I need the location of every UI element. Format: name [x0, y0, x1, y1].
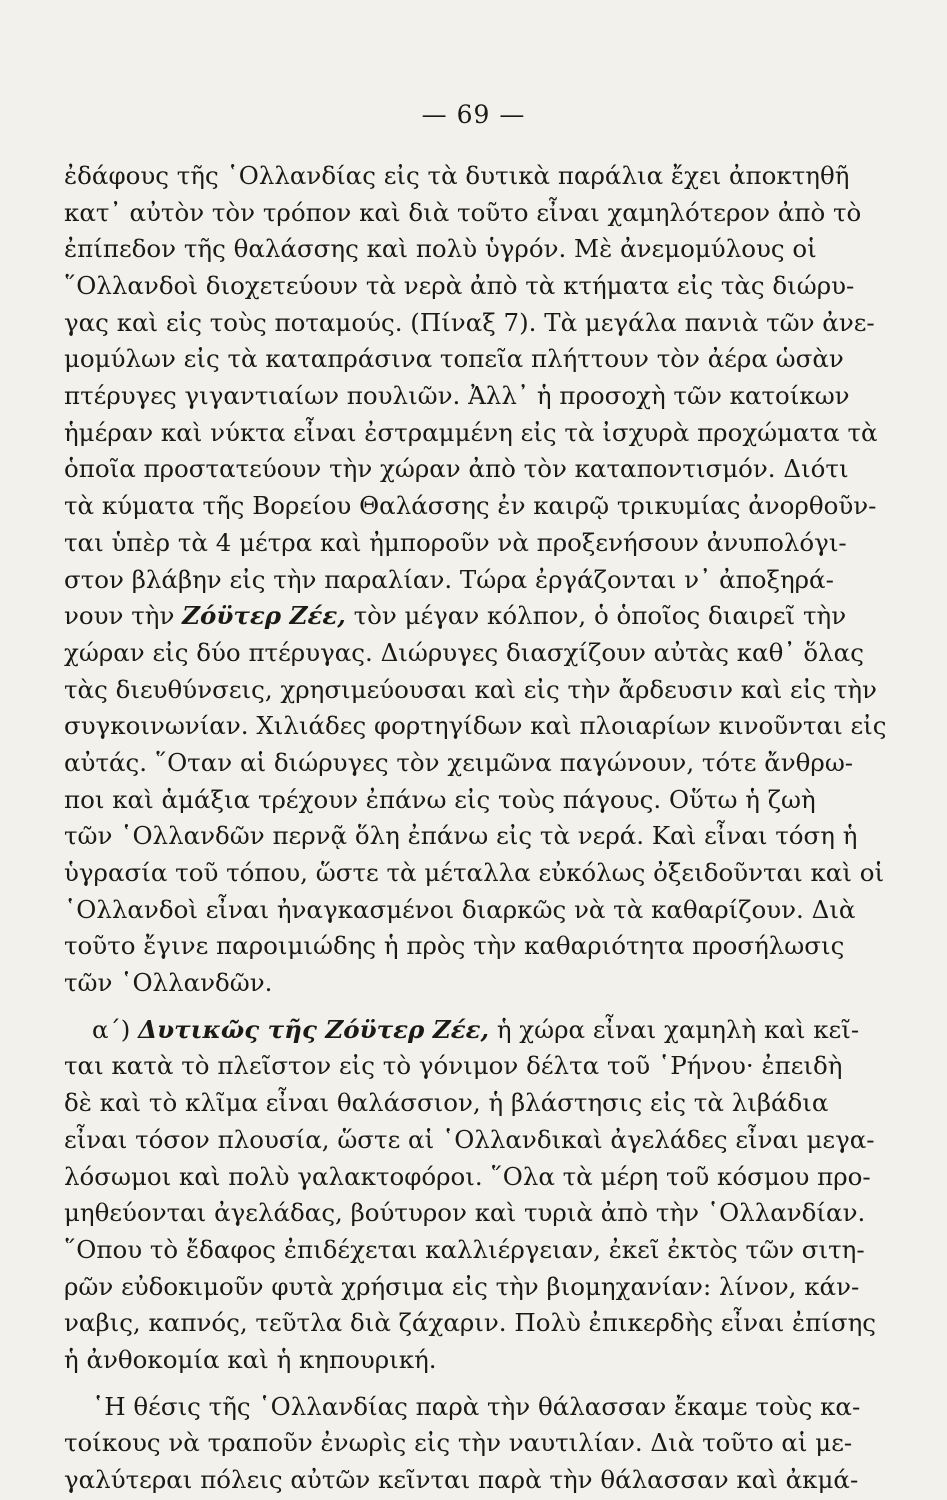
- text-run: κατ᾽ αὐτὸν τὸν τρόπον καὶ διὰ τοῦτο εἶναι χαμηλότερον ἀπὸ τὸ: [64, 198, 862, 227]
- text-line: [64, 598, 847, 634]
- text-run: νουν τὴν: [64, 601, 183, 630]
- text-run: ρῶν εὐδοκιμοῦν φυτὰ χρήσιμα εἰς τὴν βιομηχανίαν: λίνον, κάν-: [64, 1272, 860, 1301]
- text-line: [64, 268, 855, 304]
- text-run: λόσωμοι καὶ πολὺ γαλακτοφόροι. ῞Ολα τὰ μέρη τοῦ κόσμου προ-: [64, 1162, 871, 1191]
- text-line: [64, 635, 864, 671]
- text-run: α΄): [92, 1015, 139, 1044]
- text-line: [64, 341, 844, 377]
- text-run: τοίκους νὰ τραποῦν ἐνωρὶς εἰς τὴν ναυτιλίαν. Διὰ τοῦτο αἱ με-: [64, 1428, 853, 1457]
- text-line: [64, 1048, 843, 1084]
- text-run: πτέρυγες γιγαντιαίων πουλιῶν. Ἀλλ᾽ ἡ προσοχὴ τῶν κατοίκων: [64, 381, 850, 410]
- text-run: χώραν εἰς δύο πτέρυγας. Διώρυγες διασχίζουν αὐτὰς καθ᾽ ὅλας: [64, 638, 864, 667]
- text-line: [64, 451, 849, 487]
- text-run: δὲ καὶ τὸ κλῖμα εἶναι θαλάσσιον, ἡ βλάστησις εἰς τὰ λιβάδια: [64, 1088, 829, 1117]
- text-line: [64, 562, 834, 598]
- text-line: [64, 158, 850, 194]
- text-run: ἐπίπεδον τῆς θαλάσσης καὶ πολὺ ὑγρόν. Μὲ ἀνεμομύλους οἱ: [64, 234, 817, 263]
- text-run: ὑγρασία τοῦ τόπου, ὥστε τὰ μέταλλα εὐκόλως ὀξειδοῦνται καὶ οἱ: [64, 858, 885, 887]
- text-line: [64, 305, 875, 341]
- text-run: μηθεύονται ἀγελάδας, βούτυρον καὶ τυριὰ ἀπὸ τὴν ῾Ολλανδίαν.: [64, 1198, 866, 1227]
- text-run: ται ὑπὲρ τὰ 4 μέτρα καὶ ἠμποροῦν νὰ προξενήσουν ἀνυπολόγι-: [64, 528, 847, 557]
- text-run: τῶν ῾Ολλανδῶν.: [64, 968, 273, 997]
- text-run: τὰς διευθύνσεις, χρησιμεύουσαι καὶ εἰς τὴν ἄρδευσιν καὶ εἰς τὴν: [64, 675, 877, 704]
- text-run: ὁποῖα προστατεύουν τὴν χώραν ἀπὸ τὸν καταποντισμόν. Διότι: [64, 454, 849, 483]
- text-run: γας καὶ εἰς τοὺς ποταμούς. (Πίναξ 7). Τὰ μεγάλα πανιὰ τῶν ἀνε-: [64, 308, 875, 337]
- text-run: στον βλάβην εἰς τὴν παραλίαν. Τώρα ἐργάζονται ν᾽ ἀποξηρά-: [64, 565, 834, 594]
- text-run: εἶναι τόσον πλουσία, ὥστε αἱ ῾Ολλανδικαὶ ἀγελάδες εἶναι μεγα-: [64, 1125, 875, 1154]
- text-run: τοῦτο ἔγινε παροιμιώδης ἡ πρὸς τὴν καθαριότητα προσήλωσις: [64, 931, 845, 960]
- text-line: [92, 1012, 860, 1048]
- text-run: ἡμέραν καὶ νύκτα εἶναι ἐστραμμένη εἰς τὰ ἰσχυρὰ προχώματα τὰ: [64, 418, 878, 447]
- text-line: [64, 1195, 866, 1231]
- text-run: συγκοινωνίαν. Χιλιάδες φορτηγίδων καὶ πλοιαρίων κινοῦνται εἰς: [64, 711, 887, 740]
- text-run: τὸν μέγαν κόλπον, ὁ ὁποῖος διαιρεῖ τὴν: [345, 601, 847, 630]
- text-line: [64, 1425, 853, 1461]
- text-line: [64, 1085, 829, 1121]
- text-run: ναβις, καπνός, τεῦτλα διὰ ζάχαριν. Πολὺ ἐπικερδὴς εἶναι ἐπίσης: [64, 1308, 876, 1337]
- text-line: [64, 415, 878, 451]
- text-line: [64, 378, 850, 414]
- text-line: [64, 965, 798, 1001]
- text-line: [64, 231, 817, 267]
- text-run: ἡ χώρα εἶναι χαμηλὴ καὶ κεῖ-: [489, 1015, 860, 1044]
- text-line: [64, 488, 877, 524]
- text-run: αὐτάς. ῞Οταν αἱ διώρυγες τὸν χειμῶνα παγώνουν, τότε ἄνθρω-: [64, 748, 854, 777]
- text-run: ται κατὰ τὸ πλεῖστον εἰς τὸ γόνιμον δέλτα τοῦ ῾Ρήνου· ἐπειδὴ: [64, 1051, 843, 1080]
- text-run: ῞Ολλανδοὶ διοχετεύουν τὰ νερὰ ἀπὸ τὰ κτήματα εἰς τὰς διώρυ-: [64, 271, 855, 300]
- text-line: [64, 745, 854, 781]
- text-run: μομύλων εἰς τὰ καταπράσινα τοπεῖα πλήττουν τὸν ἀέρα ὡσὰν: [64, 344, 844, 373]
- text-line: [64, 1342, 798, 1378]
- text-line: [64, 1269, 860, 1305]
- text-line: [64, 782, 816, 818]
- text-line: [64, 195, 862, 231]
- text-line: [64, 1462, 859, 1498]
- text-line: [64, 892, 856, 928]
- text-line: [64, 1122, 875, 1158]
- place-name-emphasis: Ζόϋτερ Ζέε,: [182, 601, 346, 630]
- text-run: γαλύτεραι πόλεις αὐτῶν κεῖνται παρὰ τὴν θάλασσαν καὶ ἀκμά-: [64, 1465, 859, 1494]
- text-line: [64, 1232, 865, 1268]
- text-line: [64, 1159, 871, 1195]
- text-run: ἐδάφους τῆς ῾Ολλανδίας εἰς τὰ δυτικὰ παράλια ἔχει ἀποκτηθῆ: [64, 161, 850, 190]
- text-run: τὰ κύματα τῆς Βορείου Θαλάσσης ἐν καιρῷ τρικυμίας ἀνορθοῦν-: [64, 491, 877, 520]
- text-line: [64, 708, 887, 744]
- text-line: [64, 855, 885, 891]
- section-heading-emphasis: Δυτικῶς τῆς Ζόϋτερ Ζέε,: [138, 1015, 490, 1044]
- text-line: [64, 525, 847, 561]
- text-run: ῾Ολλανδοὶ εἶναι ἠναγκασμένοι διαρκῶς νὰ τὰ καθαρίζουν. Διὰ: [64, 895, 856, 924]
- text-run: ῾Η θέσις τῆς ῾Ολλανδίας παρὰ τὴν θάλασσαν ἔκαμε τοὺς κα-: [92, 1392, 861, 1421]
- text-run: ῞Οπου τὸ ἔδαφος ἐπιδέχεται καλλιέργειαν, ἐκεῖ ἐκτὸς τῶν σιτη-: [64, 1235, 865, 1264]
- text-line: [64, 672, 877, 708]
- text-line: [92, 1389, 861, 1425]
- text-line: [64, 928, 845, 964]
- text-run: ποι καὶ ἁμάξια τρέχουν ἐπάνω εἰς τοὺς πάγους. Οὕτω ἡ ζωὴ: [64, 785, 816, 814]
- text-line: [64, 818, 858, 854]
- text-run: ἡ ἀνθοκομία καὶ ἡ κηπουρική.: [64, 1345, 437, 1374]
- page-number: — 69 —: [421, 100, 526, 129]
- text-line: [64, 1305, 876, 1341]
- text-run: τῶν ῾Ολλανδῶν περνᾷ ὅλη ἐπάνω εἰς τὰ νερά. Καὶ εἶναι τόση ἡ: [64, 821, 858, 850]
